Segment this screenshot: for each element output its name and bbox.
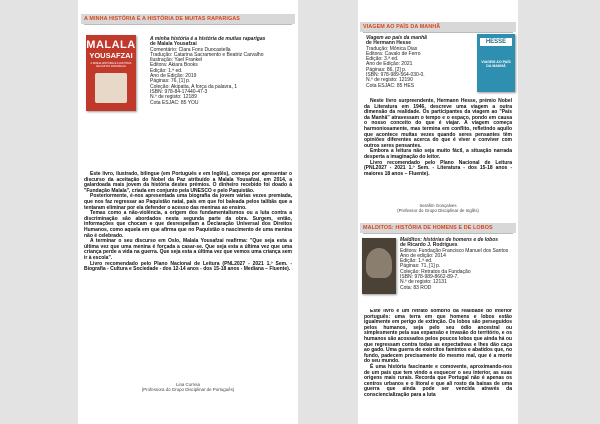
divider (363, 32, 513, 33)
book-isbn: ISBN: 978-989-564-030-0. (366, 72, 425, 79)
reviewer-name: Serafim Gonçalves (419, 203, 457, 208)
book-edition: Edição: 3.ª ed. (366, 56, 399, 63)
page-left (78, 0, 298, 424)
reviewer-role: (Professora do Grupo Disciplinar de Português) (141, 387, 235, 392)
book-edition: Edição: 1.ª ed. (400, 258, 433, 265)
paragraph: Livro recomendado pelo Plano Nacional de Leitura (PNL2027 - 2021 1.º Sem. - Biografia - Cultura e Sociedade - dos 12-14 anos - dos 15-18 anos - Mediana – Fluente). (84, 260, 292, 273)
paragraph: Embora a leitura não seja muito fácil, a situação narrada desperta a imaginação do leitor. (364, 148, 512, 160)
book-record: N.º de registo: 12131 (400, 279, 447, 286)
book-publisher: Editora: Fundação Francisco Manuel dos Santos (400, 247, 509, 254)
section-heading-hesse: VIAGEM AO PAÍS DA MANHÃ (360, 22, 516, 32)
book-publisher: Editora: Akiara Books (150, 62, 198, 69)
book-year: Ano de edição: 2014 (400, 252, 446, 259)
paragraph: Livro recomendado pelo Plano Nacional de Leitura (PNL2027 - 2021 1.º Sem. - Literatura - dos 15-18 anos - maiores 18 anos – Fluente). (364, 159, 512, 177)
book-record: N.º de registo: 12189 (150, 94, 197, 101)
book-record: N.º de registo: 12190 (366, 77, 413, 84)
book-pages: Páginas: 86, [2] p. (366, 66, 407, 73)
reviewer-name: Lina Correia (176, 382, 200, 387)
book-details-hesse (366, 36, 474, 89)
book-details-malala (150, 37, 290, 106)
book-edition: Edição: 1.ª ed. (150, 67, 183, 74)
divider (363, 233, 513, 234)
paragraph: A terminar o seu discurso em Oslo, Malala Yousafzai reafirma: "Que seja esta a última vez que uma menina é forçada a casar-se. Que seja esta a última vez que uma criança perde a vida na guerra. Que seja esta a última vez que vemos uma criança sem ir à escola". (84, 238, 292, 261)
book-details-malditos (400, 238, 516, 291)
cover-title-2: YOUSAFZAI (89, 51, 133, 60)
section-heading-malala: A MINHA HISTÓRIA É A HISTÓRIA DE MUITAS RAPARIGAS (81, 14, 295, 24)
paragraph: Temas como a não-violência, a origem dos fundamentalismos ou a luta contra a discriminação são abordados nesta segunda parte da obra. Surgem, então, informações que chocam e que desrespeitam a Declaração Universal dos Direitos Humanos, como aquela em que afirma que no Paquistão o nascimento de uma menina não é celebrado. (84, 210, 292, 239)
book-publisher: Editora: Cavalo de Ferro (366, 50, 421, 57)
book-year: Ano de Edição: 2019 (150, 73, 197, 80)
cover-wolf-image (366, 248, 392, 278)
reviewer-role: (Professor do Grupo Disciplinar de Inglês) (397, 208, 479, 213)
book-author: de Malala Yousafzai (150, 41, 197, 48)
cover-author: HESSE (480, 38, 512, 46)
book-illustration: Ilustração: Yael Frankel (150, 57, 203, 64)
book-author: de Hermann Hesse (366, 40, 412, 47)
book-collection: Coleção: Akipatia, A força da palavra, 1 (150, 83, 237, 90)
review-text-hesse (364, 99, 512, 177)
book-cota: Cota ESJAC: 85 YOU (150, 99, 199, 106)
book-author: de Ricardo J. Rodrigues (400, 242, 458, 249)
cover-title: VIAGEM AO PAÍS DA MANHÃ (481, 60, 511, 68)
cover-title-1: MALALA (86, 39, 136, 51)
paragraph: Posteriormente, é-nos apresentada uma biografia da jovem várias vezes premiada, que nos faz regressar ao Paquistão natal, país em que foi baleada pelos talibãs que a tentaram eliminar por ela defender o acesso das meninas ao ensino. (84, 193, 292, 211)
page-right (358, 0, 518, 424)
book-collection: Coleção: Retratos da Fundação (400, 268, 471, 275)
book-pages: Páginas: 71, [1] p. (400, 263, 441, 270)
book-translation: Tradução: Catarina Sacramento e Beatriz Carvalho (150, 51, 264, 58)
paragraph: Este livro é um retrato sombrio da realidade do interior português: uma terra em que homens e lobos estão igualmente em perigo de extinção. Os lobos são perseguidos pelos humanos, seja pelo seu ódio ancestral ou simplesmente pela sua expansão e invasão do território, e os humanos são acossados pelos poucos lobos que ainda há ou que regressam contra todas as expectativas e lhes dão caça ao gado. Uma guerra de exércitos famintos e abatidos que, no fundo, padecem precisamente do mesmo mal, que é a morte do seu mundo. (364, 309, 512, 365)
book-cover-malala (86, 35, 136, 111)
review-text-malditos (364, 309, 512, 424)
divider (84, 24, 292, 25)
paragraph: É uma história fascinante e comovente, aproximando-nos de um país que tem vindo a esquecer o seu interior, as suas origens mais rurais. Recorda que Portugal não é apenas os centros urbanos e o litoral e que ali rosto da baixas de uma guerra que ainda pode ser vencida através da consciencialização para a luta (364, 363, 512, 398)
book-title: Malditos: histórias de homens e de lobos (400, 237, 499, 243)
reviewer-signature (98, 382, 278, 392)
book-year: Ano de Edição: 2021 (366, 61, 413, 68)
paragraph: Neste livro surpreendente, Hermann Hesse, prémio Nobel da Literatura em 1946, descreve uma viagem a outra dimensão da realidade. Os participantes da viagem ao "País da Manhã" atravessam o tempo e o espaço, pondo em causa o nosso conceito do que é viajar. A viagem começa harmoniosamente, mas termina em conflito, refletindo aquilo que acontece muitas vezes quando seres pensantes têm opiniões diferentes acerca do que é viver e conviver com outros seres pensantes. (364, 98, 512, 149)
section-heading-malditos: MALDITOS: HISTÓRIA DE HOMENS E DE LOBOS (360, 223, 516, 233)
review-text-malala (84, 172, 292, 273)
book-isbn: ISBN: 978-989-8662-89-7. (400, 274, 459, 281)
book-isbn: ISBN: 978-84-17440-47-3 (150, 88, 208, 95)
book-cota: Cota ESJAC: 85 HES (366, 82, 415, 89)
reviewer-signature (368, 203, 508, 213)
cover-subtitle: A MINHA HISTÓRIA É A HISTÓRIA DE MUITAS RAPARIGAS (90, 62, 132, 68)
book-comment: Comentário: Clara Fons Duocastella (150, 46, 231, 53)
book-title: Viagem ao país da manhã (366, 35, 427, 41)
book-cover-hesse (477, 34, 515, 92)
paragraph: Este livro, ilustrado, bilingue (em Português e em Inglês), começa por apresentar o discurso da aceitação do Nobel da Paz atribuído a Malala Yousafzai, em 2014, a galardoada mais jovem da história destes prémios. O dinheiro recebido foi doado à "Fundação Malala", criada em conjunto pela UNESCO e pelo Paquistão. (84, 171, 292, 194)
book-cover-malditos (362, 238, 396, 294)
book-translation: Tradução: Mónica Dias (366, 45, 418, 52)
book-cota: Cota: 83 ROD (400, 284, 432, 291)
cover-illustration (95, 73, 127, 103)
book-title: A minha história é a história de muitas raparigas (150, 36, 266, 42)
book-pages: Páginas: 76, [1] p. (150, 78, 191, 85)
